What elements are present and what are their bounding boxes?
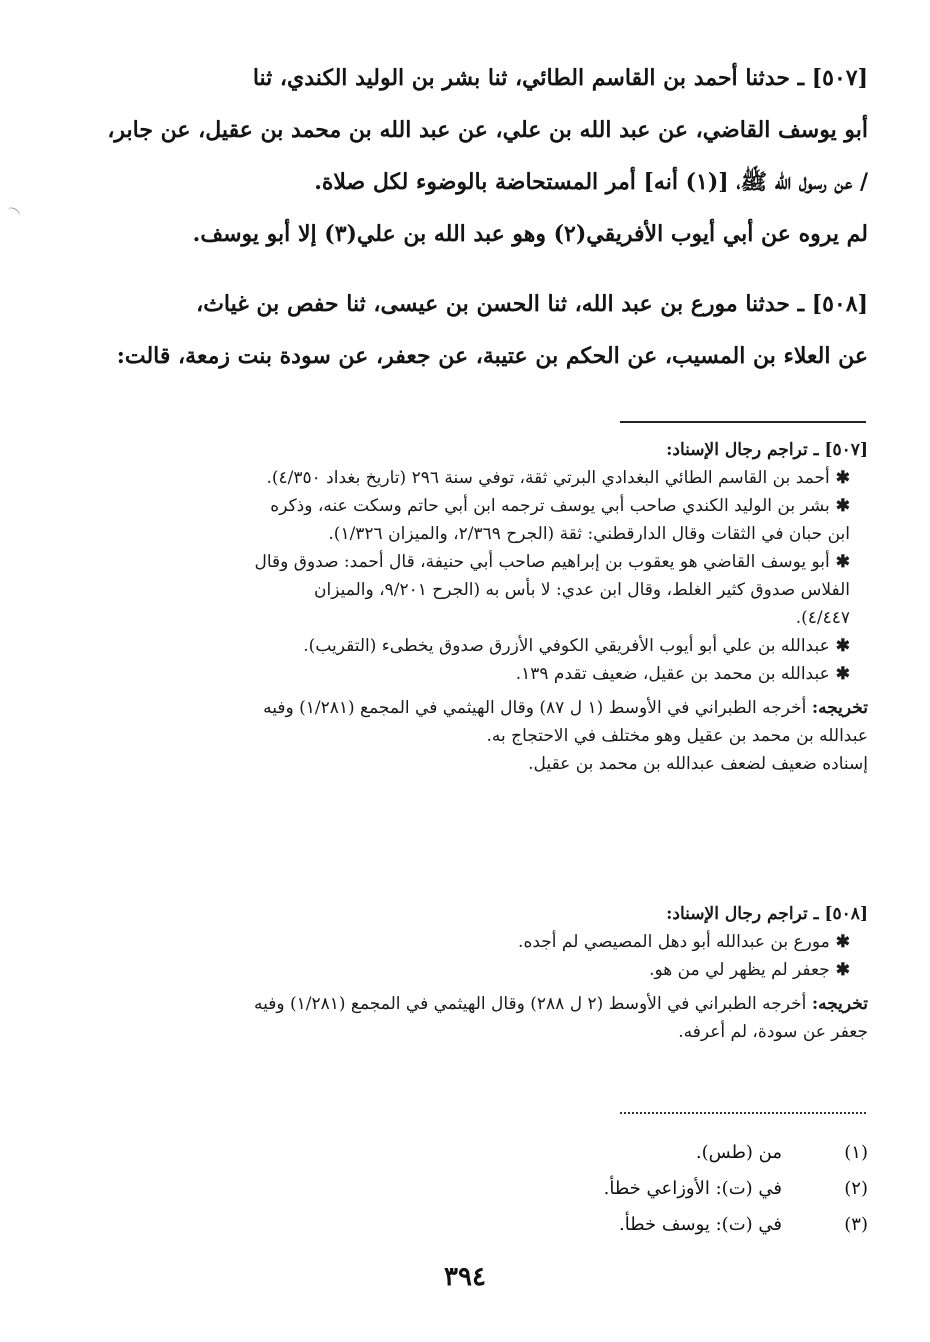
takhrij-507: تخريجه: أخرجه الطبراني في الأوسط (١ ل ٨٧) وقال الهيثمي في المجمع (١/٢٨١) وفيه عبدالله بن محمد بن عقيل وهو مختلف في الاحتجاج به. إسناده ضعيف لضعف عبدالله بن محمد بن عقيل. — [263, 698, 868, 774]
footnote-number: (٣) — [844, 1214, 868, 1235]
bullet-icon: ✱ — [835, 496, 850, 516]
page-number: ٣٩٤ — [444, 1262, 486, 1292]
hadith-507-line-1: [٥٠٧] ـ حدثنا أحمد بن القاسم الطائي، ثنا بشر بن الوليد الكندي، ثنا — [252, 65, 868, 91]
narrator-note: ✱أحمد بن القاسم الطائي البغدادي البرتي ثقة، توفي سنة ٢٩٦ (تاريخ بغداد ٤/٣٥٠). — [266, 468, 850, 488]
notes-507 — [58, 436, 868, 778]
hadith-508-line-1: [٥٠٨] ـ حدثنا مورع بن عبد الله، ثنا الحسن بن عيسى، ثنا حفص بن غياث، — [196, 291, 868, 317]
bullet-icon: ✱ — [835, 468, 850, 488]
notes-507-heading: [٥٠٧] ـ تراجم رجال الإسناد: — [666, 440, 868, 460]
bullet-icon: ✱ — [835, 960, 850, 980]
narrator-note: ✱مورع بن عبدالله أبو دهل المصيصي لم أجده. — [518, 932, 850, 952]
notes-508-heading: [٥٠٨] ـ تراجم رجال الإسناد: — [666, 904, 868, 924]
narrator-note: ✱بشر بن الوليد الكندي صاحب أبي يوسف ترجمه ابن أبي حاتم وسكت عنه، وذكره ابن حبان في الثقات وقال الدارقطني: ثقة (الجرح ٢/٣٦٩، والميزان ١/٣٢٦). — [270, 496, 850, 544]
footnote — [58, 1171, 868, 1207]
hadith-508 — [58, 278, 868, 382]
bullet-icon: ✱ — [835, 552, 850, 572]
narrator-note: ✱جعفر لم يظهر لي من هو. — [649, 960, 850, 980]
footnote-text: في (ت): الأوزاعي خطأ. — [603, 1178, 782, 1199]
hadith-508-line-2: عن العلاء بن المسيب، عن الحكم بن عتيبة، عن جعفر، عن سودة بنت زمعة، قالت: — [116, 343, 868, 369]
hadith-507 — [58, 52, 868, 260]
scan-mark — [4, 205, 22, 222]
footnote-text: من (طس). — [695, 1142, 782, 1163]
footnote-number: (٢) — [844, 1178, 868, 1199]
footnotes — [58, 1135, 868, 1243]
footnote-text: في (ت): يوسف خطأ. — [619, 1214, 782, 1235]
narrator-note: ✱عبدالله بن محمد بن عقيل، ضعيف تقدم ١٣٩. — [515, 664, 850, 684]
footnote — [58, 1135, 868, 1171]
takhrij-label: تخريجه: — [811, 994, 868, 1014]
footnote — [58, 1207, 868, 1243]
footnote-separator — [620, 1112, 866, 1114]
bullet-icon: ✱ — [835, 664, 850, 684]
bullet-icon: ✱ — [835, 932, 850, 952]
hadith-507-line-3: / عن رسول الله ﷺ، [(١) أنه] أمر المستحاضة بالوضوء لكل صلاة. — [314, 169, 868, 195]
takhrij-label: تخريجه: — [811, 698, 868, 718]
footnote-number: (١) — [844, 1142, 868, 1163]
bullet-icon: ✱ — [835, 636, 850, 656]
narrator-note: ✱عبدالله بن علي أبو أيوب الأفريقي الكوفي الأزرق صدوق يخطىء (التقريب). — [303, 636, 850, 656]
notes-separator — [620, 421, 866, 423]
hadith-507-line-4: لم يروه عن أبي أيوب الأفريقي(٢) وهو عبد الله بن علي(٣) إلا أبو يوسف. — [192, 221, 868, 247]
notes-508 — [58, 900, 868, 1046]
hadith-507-line-2: أبو يوسف القاضي، عن عبد الله بن علي، عن عبد الله بن محمد بن عقيل، عن جابر، — [107, 117, 868, 143]
takhrij-508: تخريجه: أخرجه الطبراني في الأوسط (٢ ل ٢٨٨) وقال الهيثمي في المجمع (١/٢٨١) وفيه جعفر عن سودة، لم أعرفه. — [253, 994, 868, 1042]
narrator-note: ✱أبو يوسف القاضي هو يعقوب بن إبراهيم صاحب أبي حنيفة، قال أحمد: صدوق وقال الفلاس صدوق كثير الغلط، وقال ابن عدي: لا بأس به (الجرح ٩/٢٠١، والميزان ٤/٤٤٧). — [254, 552, 850, 628]
